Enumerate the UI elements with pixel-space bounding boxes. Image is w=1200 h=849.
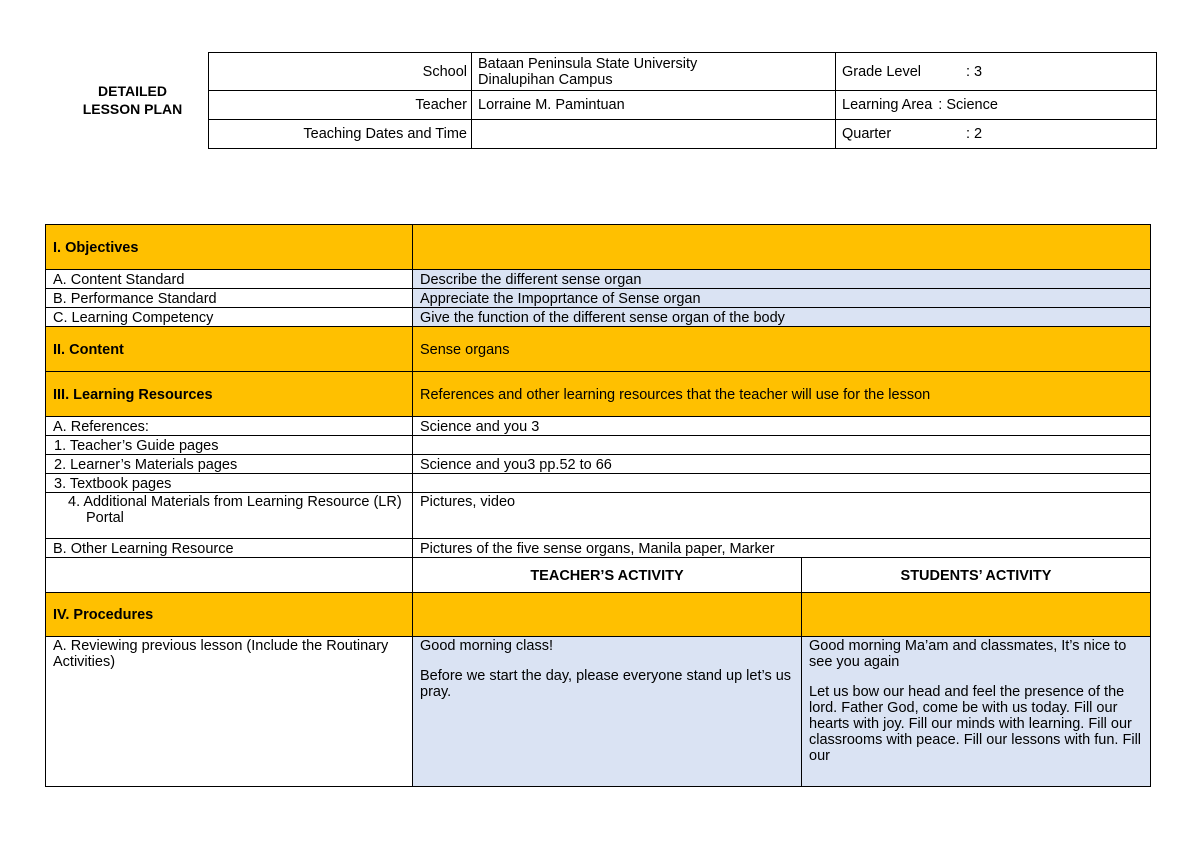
header-row-teacher	[209, 91, 1157, 120]
procedures-teacher	[413, 593, 802, 637]
teachers-guide-value	[413, 436, 1151, 455]
quarter-cell	[836, 120, 1157, 149]
dates-value	[472, 120, 836, 149]
learning-area-label: Learning Area	[842, 97, 933, 113]
objectives-value	[413, 225, 1151, 270]
lesson-plan-table	[45, 224, 1151, 787]
activity-header-row	[46, 558, 1151, 593]
dates-label: Teaching Dates and Time	[209, 120, 472, 149]
competency-label: C. Learning Competency	[46, 308, 413, 327]
references-label: A. References:	[46, 417, 413, 436]
activity-header-blank	[46, 558, 413, 593]
content-standard-label: A. Content Standard	[46, 270, 413, 289]
review-students-cell	[802, 637, 1151, 787]
procedures-students	[802, 593, 1151, 637]
content-row	[46, 327, 1151, 372]
header-row-school	[209, 53, 1157, 91]
references-value: Science and you 3	[413, 417, 1151, 436]
quarter-label: Quarter	[842, 126, 892, 142]
quarter-value: : 2	[966, 126, 983, 142]
title-line-1: DETAILED	[98, 83, 167, 99]
additional-materials-label: 4. Additional Materials from Learning Resource (LR) Portal	[46, 493, 413, 539]
learners-materials-value: Science and you3 pp.52 to 66	[413, 455, 1151, 474]
grade-level-cell	[836, 53, 1157, 91]
performance-standard-row	[46, 289, 1151, 308]
learners-materials-label: 2. Learner’s Materials pages	[46, 455, 413, 474]
resources-row	[46, 372, 1151, 417]
review-teacher-content	[420, 638, 794, 786]
review-students-line-1: Good morning Ma’am and classmates, It’s nice to see you again	[809, 638, 1127, 670]
learners-materials-row	[46, 455, 1151, 474]
content-standard-value: Describe the different sense organ	[413, 270, 1151, 289]
performance-standard-value: Appreciate the Impoprtance of Sense organ	[413, 289, 1151, 308]
other-resource-label: B. Other Learning Resource	[46, 539, 413, 558]
teacher-value: Lorraine M. Pamintuan	[472, 91, 836, 120]
learning-area-value: : Science	[938, 97, 998, 113]
resources-label: III. Learning Resources	[46, 372, 413, 417]
textbook-label: 3. Textbook pages	[46, 474, 413, 493]
objectives-label: I. Objectives	[46, 225, 413, 270]
teachers-guide-row	[46, 436, 1151, 455]
grade-level-value: : 3	[966, 63, 983, 80]
additional-materials-value: Pictures, video	[413, 493, 1151, 539]
procedures-label: IV. Procedures	[46, 593, 413, 637]
school-value-line-1: Bataan Peninsula State University	[478, 55, 698, 72]
competency-value: Give the function of the different sense organ of the body	[413, 308, 1151, 327]
grade-level-label: Grade Level	[842, 63, 921, 80]
review-label	[46, 637, 413, 787]
review-teacher-cell	[413, 637, 802, 787]
title-line-2: LESSON PLAN	[82, 101, 183, 117]
performance-standard-label: B. Performance Standard	[46, 289, 413, 308]
teacher-activity-header: TEACHER’S ACTIVITY	[413, 558, 802, 593]
textbook-value	[413, 474, 1151, 493]
content-value: Sense organs	[413, 327, 1151, 372]
procedures-row	[46, 593, 1151, 637]
other-resource-row	[46, 539, 1151, 558]
content-label: II. Content	[46, 327, 413, 372]
references-row	[46, 417, 1151, 436]
school-value	[472, 53, 836, 91]
review-row	[46, 637, 1151, 787]
review-teacher-line-1: Good morning class!	[420, 638, 553, 654]
school-label: School	[209, 53, 472, 91]
competency-row	[46, 308, 1151, 327]
document-title	[60, 82, 205, 118]
other-resource-value: Pictures of the five sense organs, Manila paper, Marker	[413, 539, 1151, 558]
resources-value: References and other learning resources that the teacher will use for the lesson	[413, 372, 1151, 417]
review-students-line-2: Let us bow our head and feel the presence of the lord. Father God, come be with us today. Fill our hearts with joy. Fill our minds with learning. Fill our classrooms with peace. Fill our lessons with fun. Fill our	[809, 684, 1142, 764]
review-label-text: A. Reviewing previous lesson (Include the Routinary Activities)	[53, 638, 389, 670]
textbook-row	[46, 474, 1151, 493]
content-standard-row	[46, 270, 1151, 289]
header-table	[208, 52, 1157, 149]
objectives-row	[46, 225, 1151, 270]
teachers-guide-label: 1. Teacher’s Guide pages	[46, 436, 413, 455]
additional-materials-row	[46, 493, 1151, 539]
review-students-content	[809, 638, 1143, 786]
header-row-dates	[209, 120, 1157, 149]
teacher-label: Teacher	[209, 91, 472, 120]
students-activity-header: STUDENTS’ ACTIVITY	[802, 558, 1151, 593]
review-teacher-line-2: Before we start the day, please everyone stand up let’s us pray.	[420, 668, 792, 700]
learning-area-cell	[836, 91, 1157, 120]
school-value-line-2: Dinalupihan Campus	[478, 71, 613, 88]
